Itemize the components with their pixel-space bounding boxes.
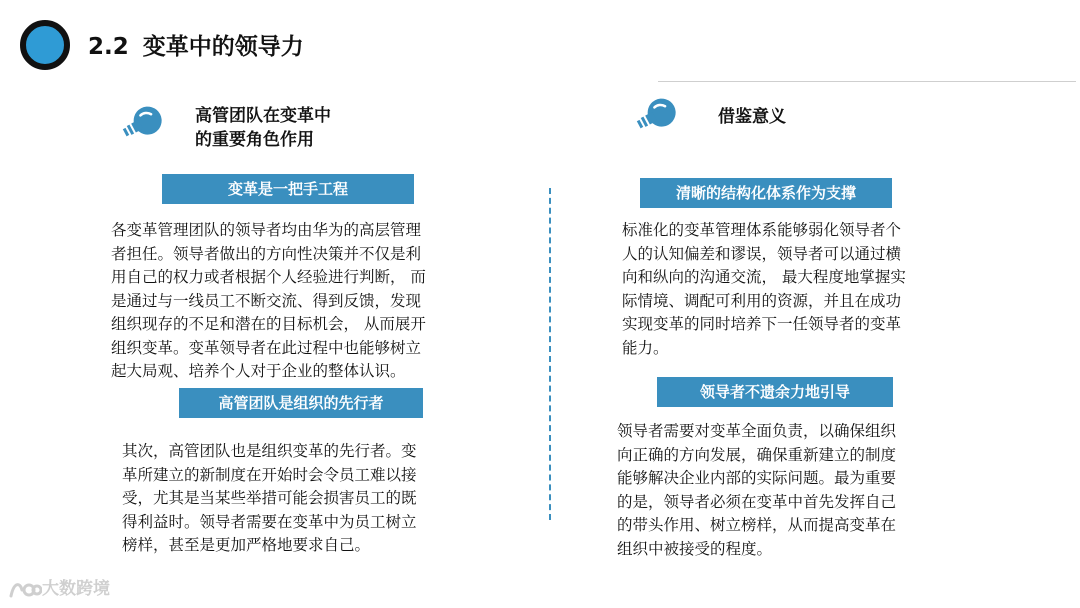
text-line: 际情境、调配可利用的资源，并且在成功 bbox=[622, 291, 902, 310]
left-paragraph-1 bbox=[111, 219, 491, 384]
text-line: 领导者需要对变革全面负责，以确保组织 bbox=[617, 422, 897, 440]
text-line: 向正确的方向发展，确保重新建立的制度 bbox=[617, 445, 897, 464]
text-line: 得利益时。领导者需要在变革中为员工树立 bbox=[122, 512, 417, 531]
page-title bbox=[88, 28, 304, 61]
section-title: 变革中的领导力 bbox=[142, 34, 304, 60]
text-line: 实现变革的同时培养下一任领导者的变革 bbox=[622, 315, 902, 333]
text-line: 榜样，甚至是更加严格地要求自己。 bbox=[122, 536, 371, 554]
text-line: 用自己的权力或者根据个人经验进行判断， 而 bbox=[111, 268, 426, 286]
text-line: 能力。 bbox=[622, 338, 669, 357]
right-banner-2: 领导者不遗余力地引导 bbox=[657, 377, 893, 407]
text-line: 各变革管理团队的领导者均由华为的高层管理 bbox=[111, 221, 422, 239]
text-line: 的带头作用、树立榜样，从而提高变革在 bbox=[617, 516, 897, 534]
column-divider bbox=[549, 188, 551, 520]
left-heading-line1: 高管团队在变革中 bbox=[195, 106, 331, 126]
text-line: 组织现存的不足和潜在的目标机会， 从而展开 bbox=[111, 315, 426, 333]
right-paragraph-1 bbox=[622, 219, 982, 360]
watermark bbox=[8, 574, 110, 600]
text-line: 组织变革。变革领导者在此过程中也能够树立 bbox=[111, 338, 422, 357]
text-line: 能够解决企业内部的实际问题。最为重要 bbox=[617, 469, 897, 487]
lightbulb-icon bbox=[630, 96, 686, 140]
text-line: 受，尤其是当某些举措可能会损害员工的既 bbox=[122, 489, 417, 507]
right-paragraph-2 bbox=[617, 420, 987, 561]
text-line: 其次，高管团队也是组织变革的先行者。变 bbox=[122, 442, 417, 460]
left-banner-2: 高管团队是组织的先行者 bbox=[179, 388, 423, 418]
watermark-text: 大数跨境 bbox=[42, 579, 110, 599]
text-line: 者担任。领导者做出的方向性决策并不仅是利 bbox=[111, 244, 422, 263]
text-line: 是通过与一线员工不断交流、得到反馈，发现 bbox=[111, 291, 422, 310]
lightbulb-icon bbox=[116, 104, 172, 148]
left-heading bbox=[195, 104, 331, 152]
text-line: 人的认知偏差和谬误，领导者可以通过横 bbox=[622, 244, 902, 263]
section-number: 2.2 bbox=[88, 34, 129, 60]
text-line: 向和纵向的沟通交流， 最大程度地掌握实 bbox=[622, 268, 906, 286]
left-paragraph-2 bbox=[122, 440, 482, 558]
text-line: 革所建立的新制度在开始时会令员工难以接 bbox=[122, 465, 417, 484]
watermark-logo-icon bbox=[8, 578, 42, 600]
text-line: 组织中被接受的程度。 bbox=[617, 539, 773, 558]
text-line: 的是，领导者必须在变革中首先发挥自己 bbox=[617, 492, 897, 511]
left-heading-line2: 的重要角色作用 bbox=[195, 130, 314, 150]
logo-circle bbox=[20, 20, 70, 70]
header-rule bbox=[658, 81, 1076, 82]
right-heading: 借鉴意义 bbox=[718, 107, 786, 127]
right-banner-1: 清晰的结构化体系作为支撑 bbox=[640, 178, 892, 208]
text-line: 标准化的变革管理体系能够弱化领导者个 bbox=[622, 221, 902, 239]
left-banner-1: 变革是一把手工程 bbox=[162, 174, 414, 204]
text-line: 起大局观、培养个人对于企业的整体认识。 bbox=[111, 362, 406, 380]
